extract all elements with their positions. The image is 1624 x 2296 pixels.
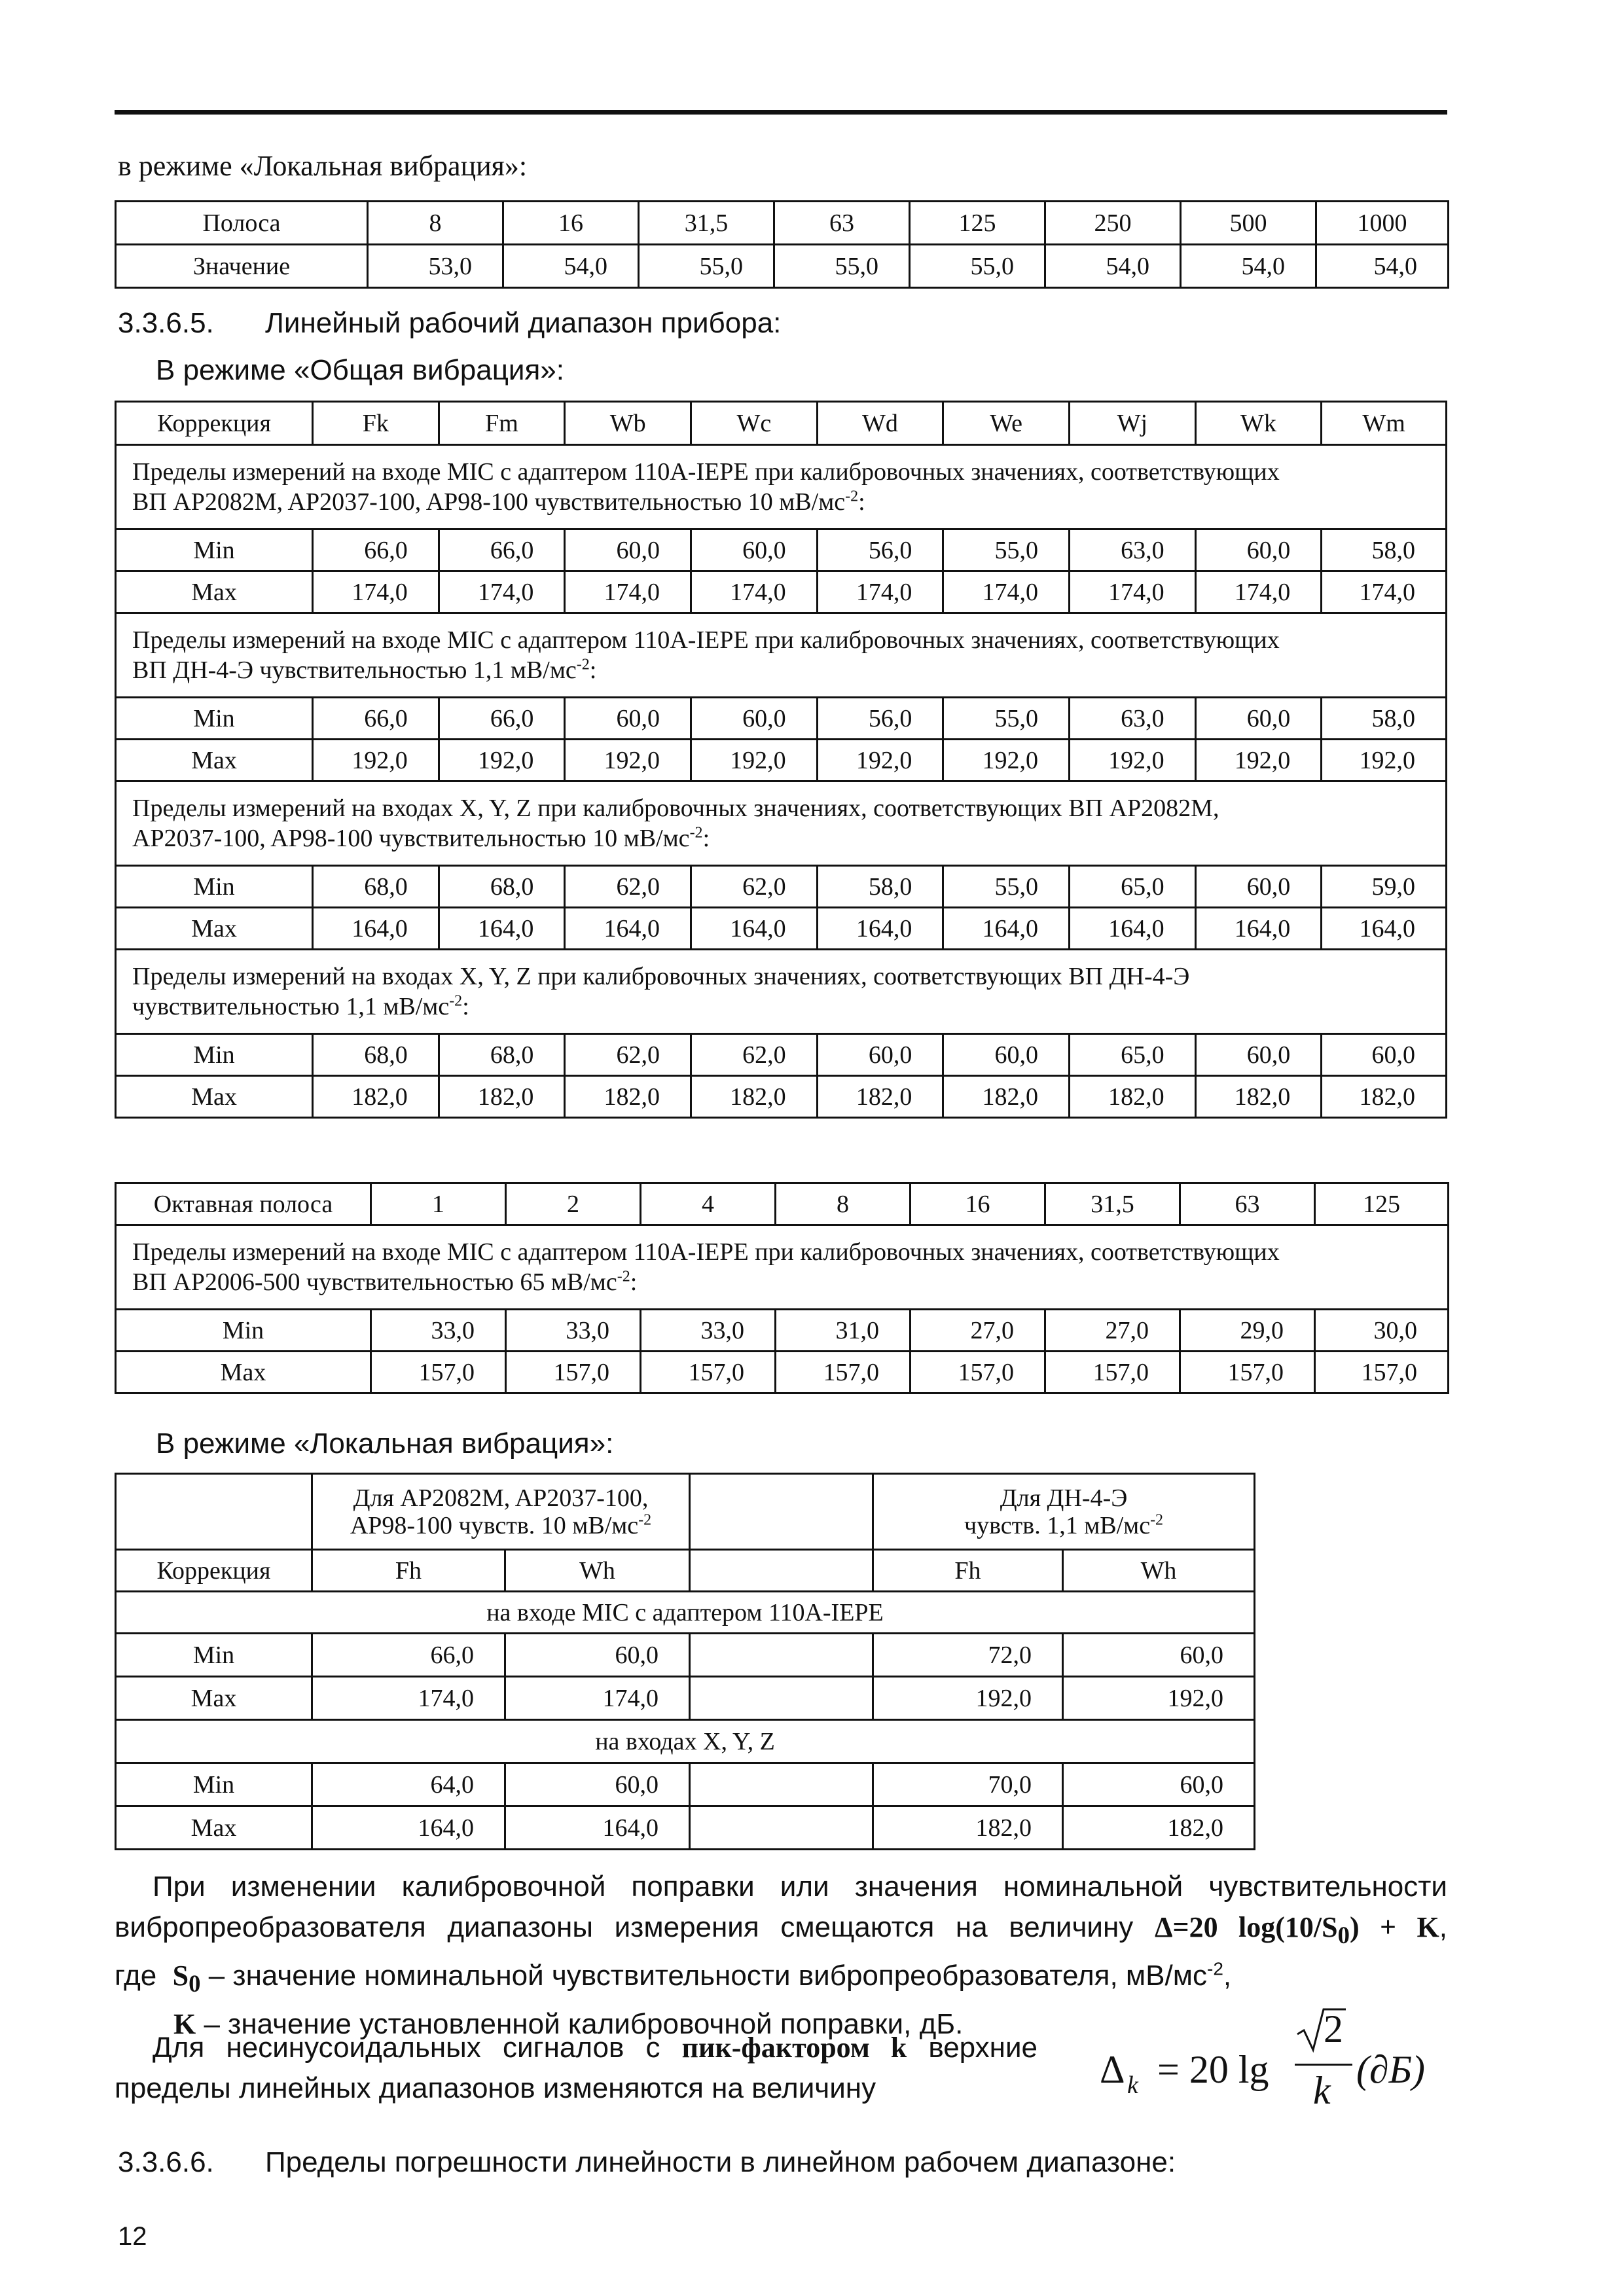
table-cell: 164,0 — [312, 1806, 505, 1850]
row-label: Max — [116, 1677, 312, 1720]
table-cell: 62,0 — [691, 1034, 818, 1076]
table-cell: 30,0 — [1315, 1310, 1449, 1352]
row-label: Max — [116, 1076, 313, 1118]
peak-factor-formula — [1100, 2003, 1427, 2121]
row-label: Min — [116, 698, 313, 740]
empty-cell — [116, 1474, 312, 1550]
k-symbol: K — [173, 2007, 196, 2040]
table-cell: 192,0 — [817, 740, 943, 781]
table-cell: 60,0 — [1063, 1634, 1255, 1677]
table-cell: 164,0 — [313, 908, 439, 950]
table-cell: 182,0 — [313, 1076, 439, 1118]
table-header-row — [116, 1550, 1255, 1592]
table-cell: 192,0 — [691, 740, 818, 781]
header-cell: 8 — [368, 202, 503, 245]
table-cell: 164,0 — [943, 908, 1070, 950]
table-general-vibration-ranges — [115, 401, 1447, 1119]
table-cell: 55,0 — [910, 245, 1045, 288]
table-cell: 164,0 — [565, 908, 691, 950]
group-caption-row — [116, 1225, 1449, 1310]
section-title: Линейный рабочий диапазон прибора: — [265, 307, 782, 339]
table-cell: 68,0 — [439, 1034, 565, 1076]
table-cell: 174,0 — [439, 571, 565, 613]
unit: (∂Б) — [1356, 2048, 1425, 2091]
table-cell: 60,0 — [943, 1034, 1070, 1076]
paragraph-line: вибропреобразователя диапазоны измерения смещаются на величину Δ=20 $\log(10/S_0) + K$, — [115, 1911, 1447, 1948]
table-cell: 66,0 — [439, 698, 565, 740]
table-cell: 174,0 — [1069, 571, 1195, 613]
table-cell: 182,0 — [1063, 1806, 1255, 1850]
section-row — [116, 1592, 1255, 1634]
empty-cell — [690, 1474, 873, 1550]
table-cell: 182,0 — [873, 1806, 1063, 1850]
table-cell: 157,0 — [371, 1352, 506, 1393]
table-cell: 164,0 — [1322, 908, 1447, 950]
paragraph-line: где $S_0$ – значение номинальной чувствительности вибропреобразователя, $мВ/мс^{-2}$, — [115, 1958, 1232, 1997]
table-row — [116, 866, 1447, 908]
table-cell: 60,0 — [1195, 1034, 1322, 1076]
table-cell: 31,0 — [776, 1310, 911, 1352]
page-number: 12 — [118, 2222, 147, 2251]
header-cell: Коррекция — [116, 1550, 312, 1592]
table-cell: 60,0 — [1063, 1763, 1255, 1806]
table-local-vibration-ranges — [115, 1473, 1255, 1850]
table-cell: 68,0 — [313, 866, 439, 908]
row-label: Max — [116, 908, 313, 950]
table-cell: 182,0 — [1195, 1076, 1322, 1118]
table-cell: 58,0 — [817, 866, 943, 908]
table-cell: 65,0 — [1069, 1034, 1195, 1076]
table-cell: 59,0 — [1322, 866, 1447, 908]
table-cell — [690, 1806, 873, 1850]
delta-formula: Δ=20 $\log(10/S_0) + K$ — [1154, 1911, 1439, 1948]
header-cell: Wb — [565, 402, 691, 445]
table-header-row — [116, 402, 1447, 445]
table-cell: 27,0 — [911, 1310, 1045, 1352]
paragraph-line: K – значение установленной калибровочной поправки, дБ. — [173, 2007, 964, 2040]
section-title: Пределы погрешности линейности в линейном рабочем диапазоне: — [265, 2146, 1176, 2178]
group-caption-row — [116, 781, 1447, 866]
table-row — [116, 529, 1447, 571]
row-label: Min — [116, 1034, 313, 1076]
table-cell: 182,0 — [817, 1076, 943, 1118]
table-cell: 182,0 — [691, 1076, 818, 1118]
table-row — [116, 1763, 1255, 1806]
header-cell: Fh — [873, 1550, 1063, 1592]
table-row — [116, 698, 1447, 740]
table-cell: 157,0 — [641, 1352, 776, 1393]
header-cell: 8 — [776, 1183, 911, 1225]
table-cell: 70,0 — [873, 1763, 1063, 1806]
table-cell: 174,0 — [1195, 571, 1322, 613]
table-cell: 60,0 — [505, 1634, 690, 1677]
table-cell: 54,0 — [1316, 245, 1449, 288]
table-cell: 192,0 — [1195, 740, 1322, 781]
header-cell: 250 — [1045, 202, 1181, 245]
row-label: Max — [116, 740, 313, 781]
table-cell: 182,0 — [439, 1076, 565, 1118]
section-caption: на входе MIC с адаптером 110A-IEPE — [116, 1592, 1255, 1634]
table-cell: 55,0 — [774, 245, 910, 288]
group-caption: Пределы измерений на входах X, Y, Z при калибровочных значениях, соответствующих ВП AP2082M, AP2037-100, AP98-100 чувствительностью 10 $мВ/мс^{-2}$: — [116, 781, 1447, 866]
table-cell: 58,0 — [1322, 529, 1447, 571]
table-cell: 157,0 — [911, 1352, 1045, 1393]
header-cell: Wk — [1195, 402, 1322, 445]
header-cell: 1000 — [1316, 202, 1449, 245]
table-cell: 62,0 — [565, 866, 691, 908]
table-cell: 60,0 — [817, 1034, 943, 1076]
table-cell: 55,0 — [943, 529, 1070, 571]
table-cell — [690, 1677, 873, 1720]
table-cell: 182,0 — [1322, 1076, 1447, 1118]
table-cell: 66,0 — [439, 529, 565, 571]
table-cell: 54,0 — [1181, 245, 1316, 288]
table-cell: 174,0 — [313, 571, 439, 613]
header-cell: Коррекция — [116, 402, 313, 445]
table-cell: 55,0 — [943, 698, 1070, 740]
table-cell: 174,0 — [817, 571, 943, 613]
table-cell: 164,0 — [439, 908, 565, 950]
table-cell: 60,0 — [1322, 1034, 1447, 1076]
table-row — [116, 1076, 1447, 1118]
table-cell: 157,0 — [776, 1352, 911, 1393]
table-cell: 192,0 — [943, 740, 1070, 781]
header-cell: Wm — [1322, 402, 1447, 445]
table-cell: 164,0 — [505, 1806, 690, 1850]
row-label: Min — [116, 529, 313, 571]
table-cell: 192,0 — [1069, 740, 1195, 781]
table-cell: 60,0 — [1195, 866, 1322, 908]
paragraph-line: Для несинусоидальных сигналов с пик-фактором k верхние — [153, 2032, 1038, 2064]
header-cell: Fk — [313, 402, 439, 445]
row-label: Min — [116, 866, 313, 908]
table-row — [116, 1352, 1449, 1393]
table-cell: 164,0 — [817, 908, 943, 950]
table-local-vibration-values — [115, 200, 1449, 289]
header-cell: Wh — [505, 1550, 690, 1592]
header-cell: Fh — [312, 1550, 505, 1592]
header-cell: Полоса — [116, 202, 368, 245]
root-number: 2 — [1324, 2007, 1343, 2051]
equals-lg: = 20 lg — [1157, 2048, 1269, 2091]
table-cell: 60,0 — [691, 698, 818, 740]
row-label: Max — [116, 571, 313, 613]
header-cell: Wc — [691, 402, 818, 445]
table-row — [116, 571, 1447, 613]
header-cell: 63 — [774, 202, 910, 245]
table-cell: 192,0 — [1322, 740, 1447, 781]
table-row — [116, 1677, 1255, 1720]
group-caption: Пределы измерений на входе MIC с адаптером 110A-IEPE при калибровочных значениях, соответствующих ВП AP2082M, AP2037-100, AP98-100 чувствительностью 10 $мВ/мс^{-2}$: — [116, 445, 1447, 529]
table-cell: 157,0 — [1045, 1352, 1180, 1393]
table-cell: 58,0 — [1322, 698, 1447, 740]
table-cell: 27,0 — [1045, 1310, 1180, 1352]
table-row — [116, 1310, 1449, 1352]
table-cell: 54,0 — [1045, 245, 1181, 288]
header-cell: 500 — [1181, 202, 1316, 245]
table-cell: 65,0 — [1069, 866, 1195, 908]
table-cell: 174,0 — [312, 1677, 505, 1720]
table-cell: 60,0 — [1195, 698, 1322, 740]
table-cell: 60,0 — [565, 698, 691, 740]
header-cell: 1 — [371, 1183, 506, 1225]
table-cell: 56,0 — [817, 529, 943, 571]
table-cell: 164,0 — [1195, 908, 1322, 950]
paragraph-line: При изменении калибровочной поправки или значения номинальной чувствительности — [153, 1871, 1447, 1903]
table-cell: 174,0 — [565, 571, 691, 613]
table-cell: 182,0 — [1069, 1076, 1195, 1118]
header-cell: 31,5 — [639, 202, 774, 245]
header-cell: 125 — [910, 202, 1045, 245]
denominator: k — [1313, 2069, 1331, 2112]
header-cell: 16 — [911, 1183, 1045, 1225]
header-cell: Fm — [439, 402, 565, 445]
table-cell: 68,0 — [313, 1034, 439, 1076]
group-caption-row — [116, 445, 1447, 529]
table-cell: 60,0 — [691, 529, 818, 571]
table-cell: 60,0 — [505, 1763, 690, 1806]
table-cell: 174,0 — [691, 571, 818, 613]
row-label: Max — [116, 1352, 371, 1393]
table-cell: 66,0 — [313, 698, 439, 740]
table-cell: 55,0 — [639, 245, 774, 288]
group-caption-row — [116, 613, 1447, 698]
table-cell: 64,0 — [312, 1763, 505, 1806]
table-cell: 29,0 — [1180, 1310, 1315, 1352]
header-cell: 125 — [1315, 1183, 1449, 1225]
table-cell: 62,0 — [691, 866, 818, 908]
table-cell: 60,0 — [1195, 529, 1322, 571]
section-number: 3.3.6.6. — [118, 2146, 214, 2178]
group-header-dn: Для ДН-4-Э чувств. 1,1 $мВ/мс^{-2}$ — [873, 1474, 1255, 1550]
table-row — [116, 1806, 1255, 1850]
table-cell: 192,0 — [1063, 1677, 1255, 1720]
table-cell: 60,0 — [565, 529, 691, 571]
table-cell: 63,0 — [1069, 529, 1195, 571]
table-cell: 62,0 — [565, 1034, 691, 1076]
fraction-bar — [1295, 2064, 1352, 2066]
table-cell: 157,0 — [506, 1352, 641, 1393]
group-caption-row — [116, 950, 1447, 1034]
header-cell: 16 — [503, 202, 639, 245]
table-cell: 174,0 — [943, 571, 1070, 613]
table-cell: 157,0 — [1180, 1352, 1315, 1393]
group-caption: Пределы измерений на входах X, Y, Z при калибровочных значениях, соответствующих ВП ДН-4-Э чувствительностью 1,1 $мВ/мс^{-2}$: — [116, 950, 1447, 1034]
table-cell: 56,0 — [817, 698, 943, 740]
group-caption: Пределы измерений на входе MIC с адаптером 110A-IEPE при калибровочных значениях, соответствующих ВП AP2006-500 чувствительностью 65 $мВ/мс^{-2}$: — [116, 1225, 1449, 1310]
table-row — [116, 908, 1447, 950]
table-cell: 68,0 — [439, 866, 565, 908]
table-cell: 157,0 — [1315, 1352, 1449, 1393]
table-octave-band-ranges — [115, 1182, 1449, 1394]
table-row — [116, 245, 1449, 288]
table-cell — [690, 1763, 873, 1806]
header-cell: Wj — [1069, 402, 1195, 445]
table-cell: 174,0 — [505, 1677, 690, 1720]
table-cell: 72,0 — [873, 1634, 1063, 1677]
s0-symbol: $S_0$ — [172, 1959, 201, 1997]
table-cell: 174,0 — [1322, 571, 1447, 613]
local-mode-label-2: В режиме «Локальная вибрация»: — [156, 1427, 614, 1460]
table-cell: 192,0 — [565, 740, 691, 781]
delta-symbol: Δ — [1100, 2048, 1125, 2091]
table-cell: 33,0 — [641, 1310, 776, 1352]
header-cell: We — [943, 402, 1070, 445]
table-cell: 66,0 — [313, 529, 439, 571]
section-row — [116, 1720, 1255, 1763]
table-cell: 54,0 — [503, 245, 639, 288]
table-cell: 192,0 — [439, 740, 565, 781]
table-cell: 53,0 — [368, 245, 503, 288]
header-cell: 4 — [641, 1183, 776, 1225]
row-label: Значение — [116, 245, 368, 288]
header-cell: Октавная полоса — [116, 1183, 371, 1225]
table-cell: 33,0 — [371, 1310, 506, 1352]
header-cell: Wd — [817, 402, 943, 445]
header-cell: 63 — [1180, 1183, 1315, 1225]
table-cell: 66,0 — [312, 1634, 505, 1677]
general-mode-label: В режиме «Общая вибрация»: — [156, 354, 564, 386]
header-cell: 2 — [506, 1183, 641, 1225]
row-label: Max — [116, 1806, 312, 1850]
section-number: 3.3.6.5. — [118, 307, 214, 339]
header-rule — [115, 110, 1447, 115]
table-header-row — [116, 1183, 1449, 1225]
header-cell — [690, 1550, 873, 1592]
table-row — [116, 740, 1447, 781]
table-cell: 182,0 — [565, 1076, 691, 1118]
table-cell — [690, 1634, 873, 1677]
header-cell: 31,5 — [1045, 1183, 1180, 1225]
local-mode-label: в режиме «Локальная вибрация»: — [118, 150, 528, 182]
table-row — [116, 1034, 1447, 1076]
table-cell: 164,0 — [1069, 908, 1195, 950]
paragraph-line: пределы линейных диапазонов изменяются на величину — [115, 2072, 876, 2104]
delta-subscript: k — [1127, 2072, 1138, 2099]
table-cell: 55,0 — [943, 866, 1070, 908]
group-caption: Пределы измерений на входе MIC с адаптером 110A-IEPE при калибровочных значениях, соответствующих ВП ДН-4-Э чувствительностью 1,1 $мВ/мс^{-2}$: — [116, 613, 1447, 698]
table-cell: 164,0 — [691, 908, 818, 950]
table-cell: 63,0 — [1069, 698, 1195, 740]
table-cell: 182,0 — [943, 1076, 1070, 1118]
row-label: Min — [116, 1310, 371, 1352]
table-header-row — [116, 202, 1449, 245]
section-caption: на входах X, Y, Z — [116, 1720, 1255, 1763]
header-cell: Wh — [1063, 1550, 1255, 1592]
table-cell: 192,0 — [873, 1677, 1063, 1720]
row-label: Min — [116, 1634, 312, 1677]
table-group-header-row — [116, 1474, 1255, 1550]
table-cell: 192,0 — [313, 740, 439, 781]
group-header-ap: Для AP2082M, AP2037-100, AP98-100 чувств. 10 $мВ/мс^{-2}$ — [312, 1474, 690, 1550]
row-label: Min — [116, 1763, 312, 1806]
table-row — [116, 1634, 1255, 1677]
paragraph-peak-factor — [115, 2028, 1038, 2109]
table-cell: 33,0 — [506, 1310, 641, 1352]
